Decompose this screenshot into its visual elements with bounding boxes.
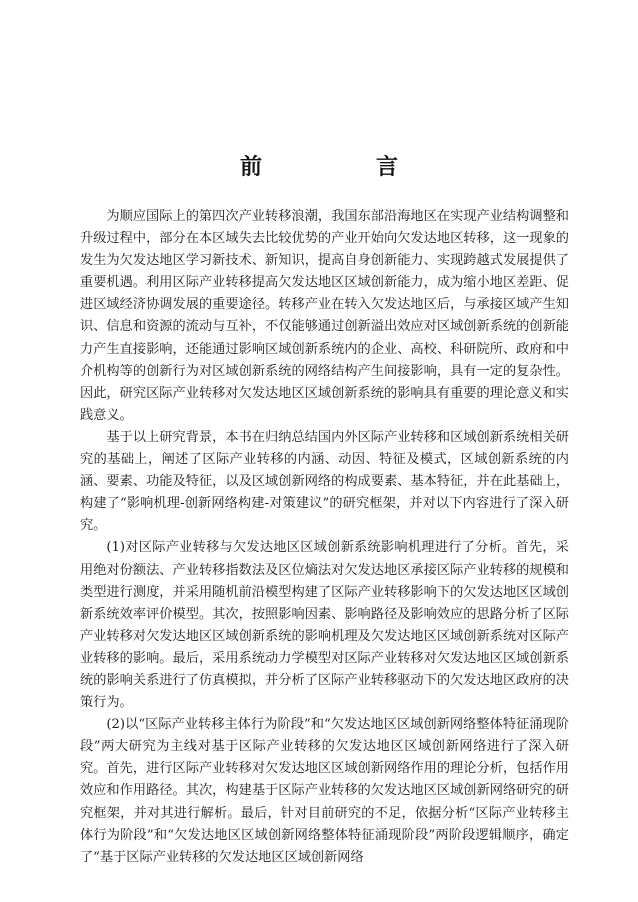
page-title: 前 言 (239, 154, 444, 180)
paragraph: 为顺应国际上的第四次产业转移浪潮，我国东部沿海地区在实现产业结构调整和升级过程中，部分在本区域失去比较优势的产业开始向欠发达地区转移，这一现象的发生为欠发达地区学习新技术、新知识，提高自身创新能力、实现跨越式发展提供了重要机遇。利用区际产业转移提高欠发达地区区域创新能力，成为缩小地区差距、促进区域经济协调发展的重要途径。转移产业在转入欠发达地区后，与承接区域产生知识、信息和资源的流动与互补，不仅能够通过创新溢出效应对区域创新系统的创新能力产生直接影响，还能通过影响区域创新系统内的企业、高校、科研院所、政府和中介机构等的创新行为对区域创新系统的网络结构产生间接影响，具有一定的复杂性。因此，研究区际产业转移对欠发达地区区域创新系统的影响具有重要的理论意义和实践意义。 (80, 209, 569, 423)
paragraph: 基于以上研究背景，本书在归纳总结国内外区际产业转移和区域创新系统相关研究的基础上，阐述了区际产业转移的内涵、动因、特征及模式，区域创新系统的内涵、要素、功能及特征，以及区域创新网络的构成要素、基本特征，并在此基础上，构建了“影响机理-创新网络构建-对策建议”的研究框架，并对以下内容进行了深入研究。 (80, 429, 569, 534)
paragraph: (2)以“区际产业转移主体行为阶段”和“欠发达地区区域创新网络整体特征涌现阶段”两大研究为主线对基于区际产业转移的欠发达地区区域创新网络进行了深入研究。首先，进行区际产业转移对欠发达地区区域创新网络作用的理论分析，包括作用效应和作用路径。其次，构建基于区际产业转移的欠发达地区区域创新网络研究的研究框架，并对其进行解析。最后，针对目前研究的不足，依据分析“区际产业转移主体行为阶段”和“欠发达地区区域创新网络整体特征涌现阶段”两阶段逻辑顺序，确定了“基于区际产业转移的欠发达地区区域创新网络 (80, 717, 569, 865)
body-text (80, 206, 569, 869)
paragraph: (1)对区际产业转移与欠发达地区区域创新系统影响机理进行了分析。首先，采用绝对份额法、产业转移指数法及区位熵法对欠发达地区承接区际产业转移的规模和类型进行测度，并采用随机前沿模型构建了区际产业转移影响下的欠发达地区区域创新系统效率评价模型。其次，按照影响因素、影响路径及影响效应的思路分析了区际产业转移对欠发达地区区域创新系统的影响机理及欠发达地区区域创新系统对区际产业转移的影响。最后，采用系统动力学模型对区际产业转移对欠发达地区区域创新系统的影响关系进行了仿真模拟，并分析了区际产业转移驱动下的欠发达地区政府的决策行为。 (80, 540, 569, 711)
